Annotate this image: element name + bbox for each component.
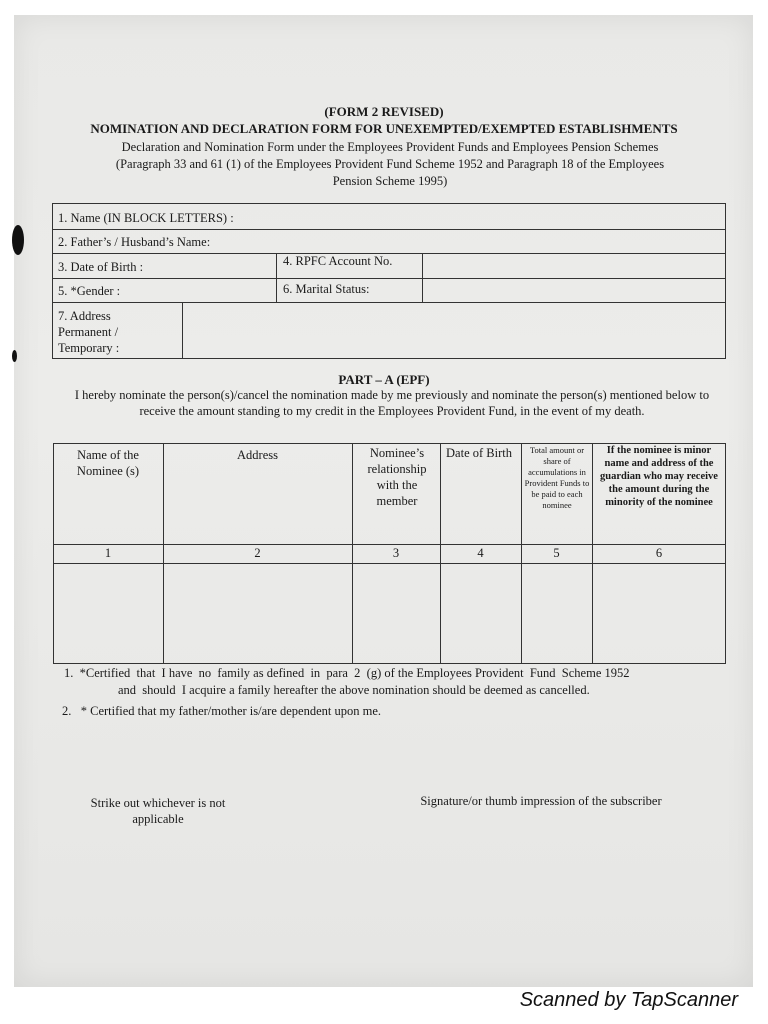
address-line: Permanent / [58,325,119,339]
col-number: 1 [104,546,112,560]
col-number: 6 [655,546,663,560]
grid-line [52,278,726,279]
col-header-nominee-name: Name of the Nominee (s) [76,448,140,478]
address-line: 7. Address [58,309,111,323]
col-header-guardian: If the nominee is minor name and address of the guardian who may receive the amount during the minority of the nominee [600,445,718,508]
address-label [58,308,119,356]
col-header-dob: Date of Birth [446,446,512,460]
col-number: 5 [553,546,560,560]
table-line [53,563,726,564]
col-number: 4 [477,546,484,560]
grid-line [52,302,726,303]
grid-line [52,229,726,230]
col-number: 2 [254,546,261,560]
paper-blot [12,350,17,362]
form-number: (FORM 2 REVISED) [324,104,444,119]
dob-label: 3. Date of Birth : [58,260,144,274]
rpfc-label: 4. RPFC Account No. [283,254,393,268]
part-a-paragraph: I hereby nominate the person(s)/cancel the nomination made by me previously and nominate the person(s) mentioned below to receive the amount standing to my credit in the Employees Provident Fund, in the event of my death. [74,388,710,418]
details-grid [52,203,726,359]
certification-line: 1. *Certified that I have no family as defined in para 2 (g) of the Employees Provident Fund Scheme 1952 [64,666,630,680]
strike-out-line: Strike out whichever is not [90,796,226,810]
col-header-relationship: Nominee’s relationship with the member [367,446,427,508]
col-number: 3 [392,546,400,560]
col-header-amount-share: Total amount or share of accumulations in Provident Funds to be paid to each nominee [524,445,590,510]
subtitle-line: Declaration and Nomination Form under the Employees Provident Funds and Employees Pension Schemes [121,140,659,154]
col-header-address: Address [237,448,278,462]
grid-line [182,302,183,359]
strike-out-note [70,795,246,827]
form-subtitle [40,139,740,190]
strike-out-line: applicable [132,812,184,826]
paper-blot [12,225,24,255]
certification-2: 2. * Certified that my father/mother is/are dependent upon me. [62,704,382,718]
table-line [53,544,726,545]
marital-label: 6. Marital Status: [283,282,370,296]
part-a-title: PART – A (EPF) [338,372,430,387]
form-title: NOMINATION AND DECLARATION FORM FOR UNEXEMPTED/EXEMPTED ESTABLISHMENTS [90,121,678,136]
certification-1 [64,665,724,699]
scanner-watermark: Scanned by TapScanner [519,989,738,1011]
certification-line: and should I acquire a family hereafter the above nomination should be deemed as cancelled. [118,683,590,697]
grid-line [422,253,423,302]
subtitle-line: (Paragraph 33 and 61 (1) of the Employees Provident Fund Scheme 1952 and Paragraph 18 of the Employees [115,157,665,171]
grid-line [276,253,277,302]
father-husband-label: 2. Father’s / Husband’s Name: [58,235,211,249]
name-label: 1. Name (IN BLOCK LETTERS) : [58,211,234,225]
signature-label: Signature/or thumb impression of the subscriber [420,794,662,808]
address-line: Temporary : [58,341,120,355]
subtitle-line: Pension Scheme 1995) [332,174,448,188]
gender-label: 5. *Gender : [58,284,121,298]
